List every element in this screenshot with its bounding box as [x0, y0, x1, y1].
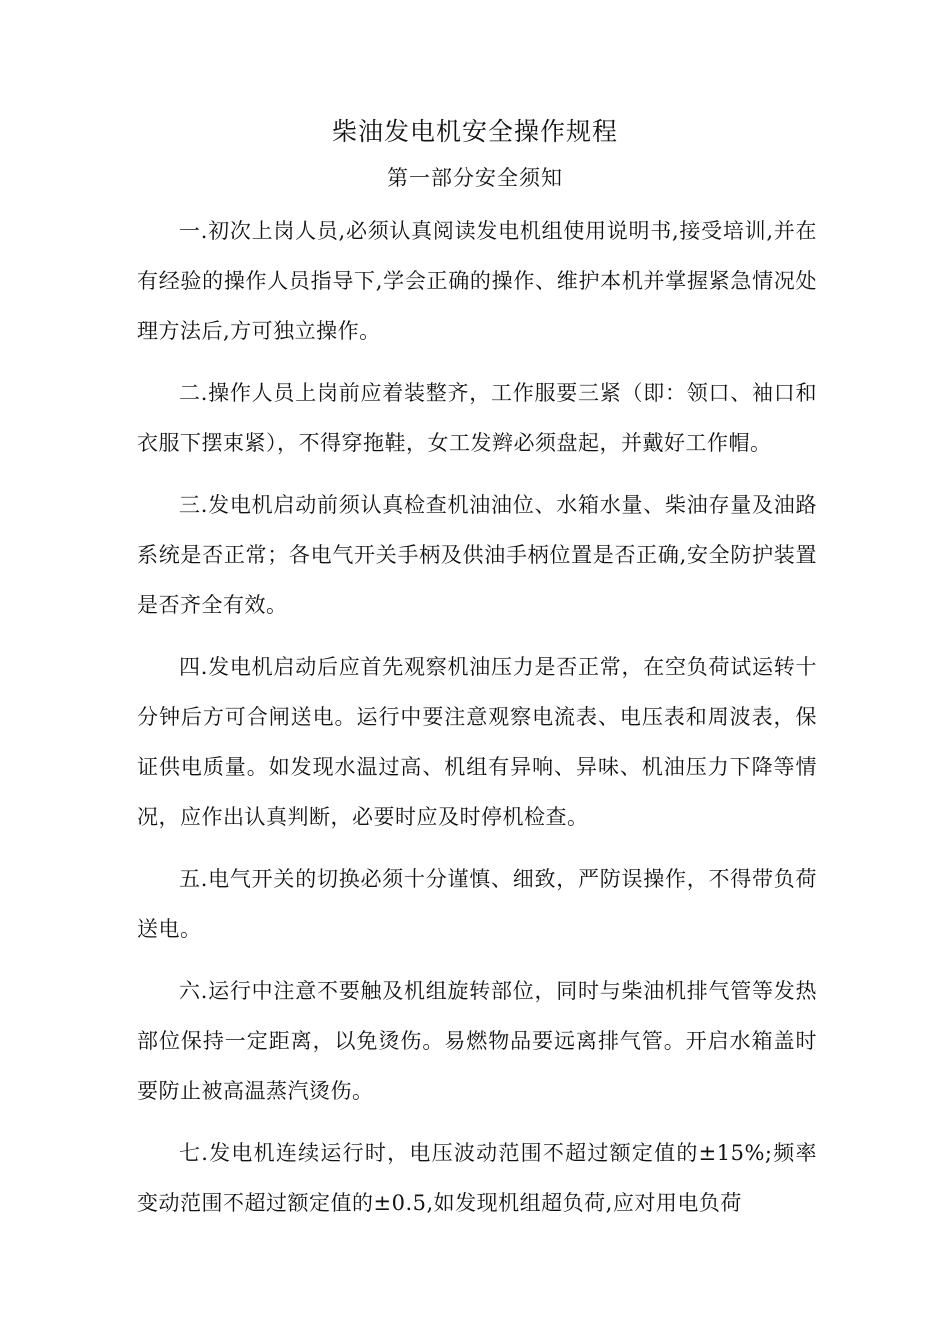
paragraph-1: 一.初次上岗人员,必须认真阅读发电机组使用说明书,接受培训,并在有经验的操作人员指导下,学会正确的操作、维护本机并掌握紧急情况处理方法后,方可独立操作。 [137, 219, 817, 343]
document-title: 柴油发电机安全操作规程 [331, 117, 618, 146]
paragraph-3: 三.发电机启动前须认真检查机油油位、水箱水量、柴油存量及油路系统是否正常；各电气开关手柄及供油手柄位置是否正确,安全防护装置是否齐全有效。 [137, 493, 817, 617]
paragraph-6: 六.运行中注意不要触及机组旋转部位，同时与柴油机排气管等发热部位保持一定距离，以免烫伤。易燃物品要远离排气管。开启水箱盖时要防止被高温蒸汽烫伤。 [137, 979, 817, 1103]
paragraph-5: 五.电气开关的切换必须十分谨慎、细致，严防误操作，不得带负荷送电。 [137, 867, 817, 941]
document-body [137, 206, 817, 1240]
section-heading: 第一部分安全须知 [387, 166, 563, 190]
paragraph-7: 七.发电机连续运行时，电压波动范围不超过额定值的±15%;频率变动范围不超过额定值的±0.5,如发现机组超负荷,应对用电负荷 [137, 1141, 817, 1215]
paragraph-2: 二.操作人员上岗前应着装整齐，工作服要三紧（即：领口、袖口和衣服下摆束紧），不得穿拖鞋，女工发辫必须盘起，并戴好工作帽。 [137, 381, 817, 455]
paragraph-4: 四.发电机启动后应首先观察机油压力是否正常，在空负荷试运转十分钟后方可合闸送电。运行中要注意观察电流表、电压表和周波表，保证供电质量。如发现水温过高、机组有异响、异味、机油压力下降等情况，应作出认真判断，必要时应及时停机检查。 [137, 655, 817, 829]
